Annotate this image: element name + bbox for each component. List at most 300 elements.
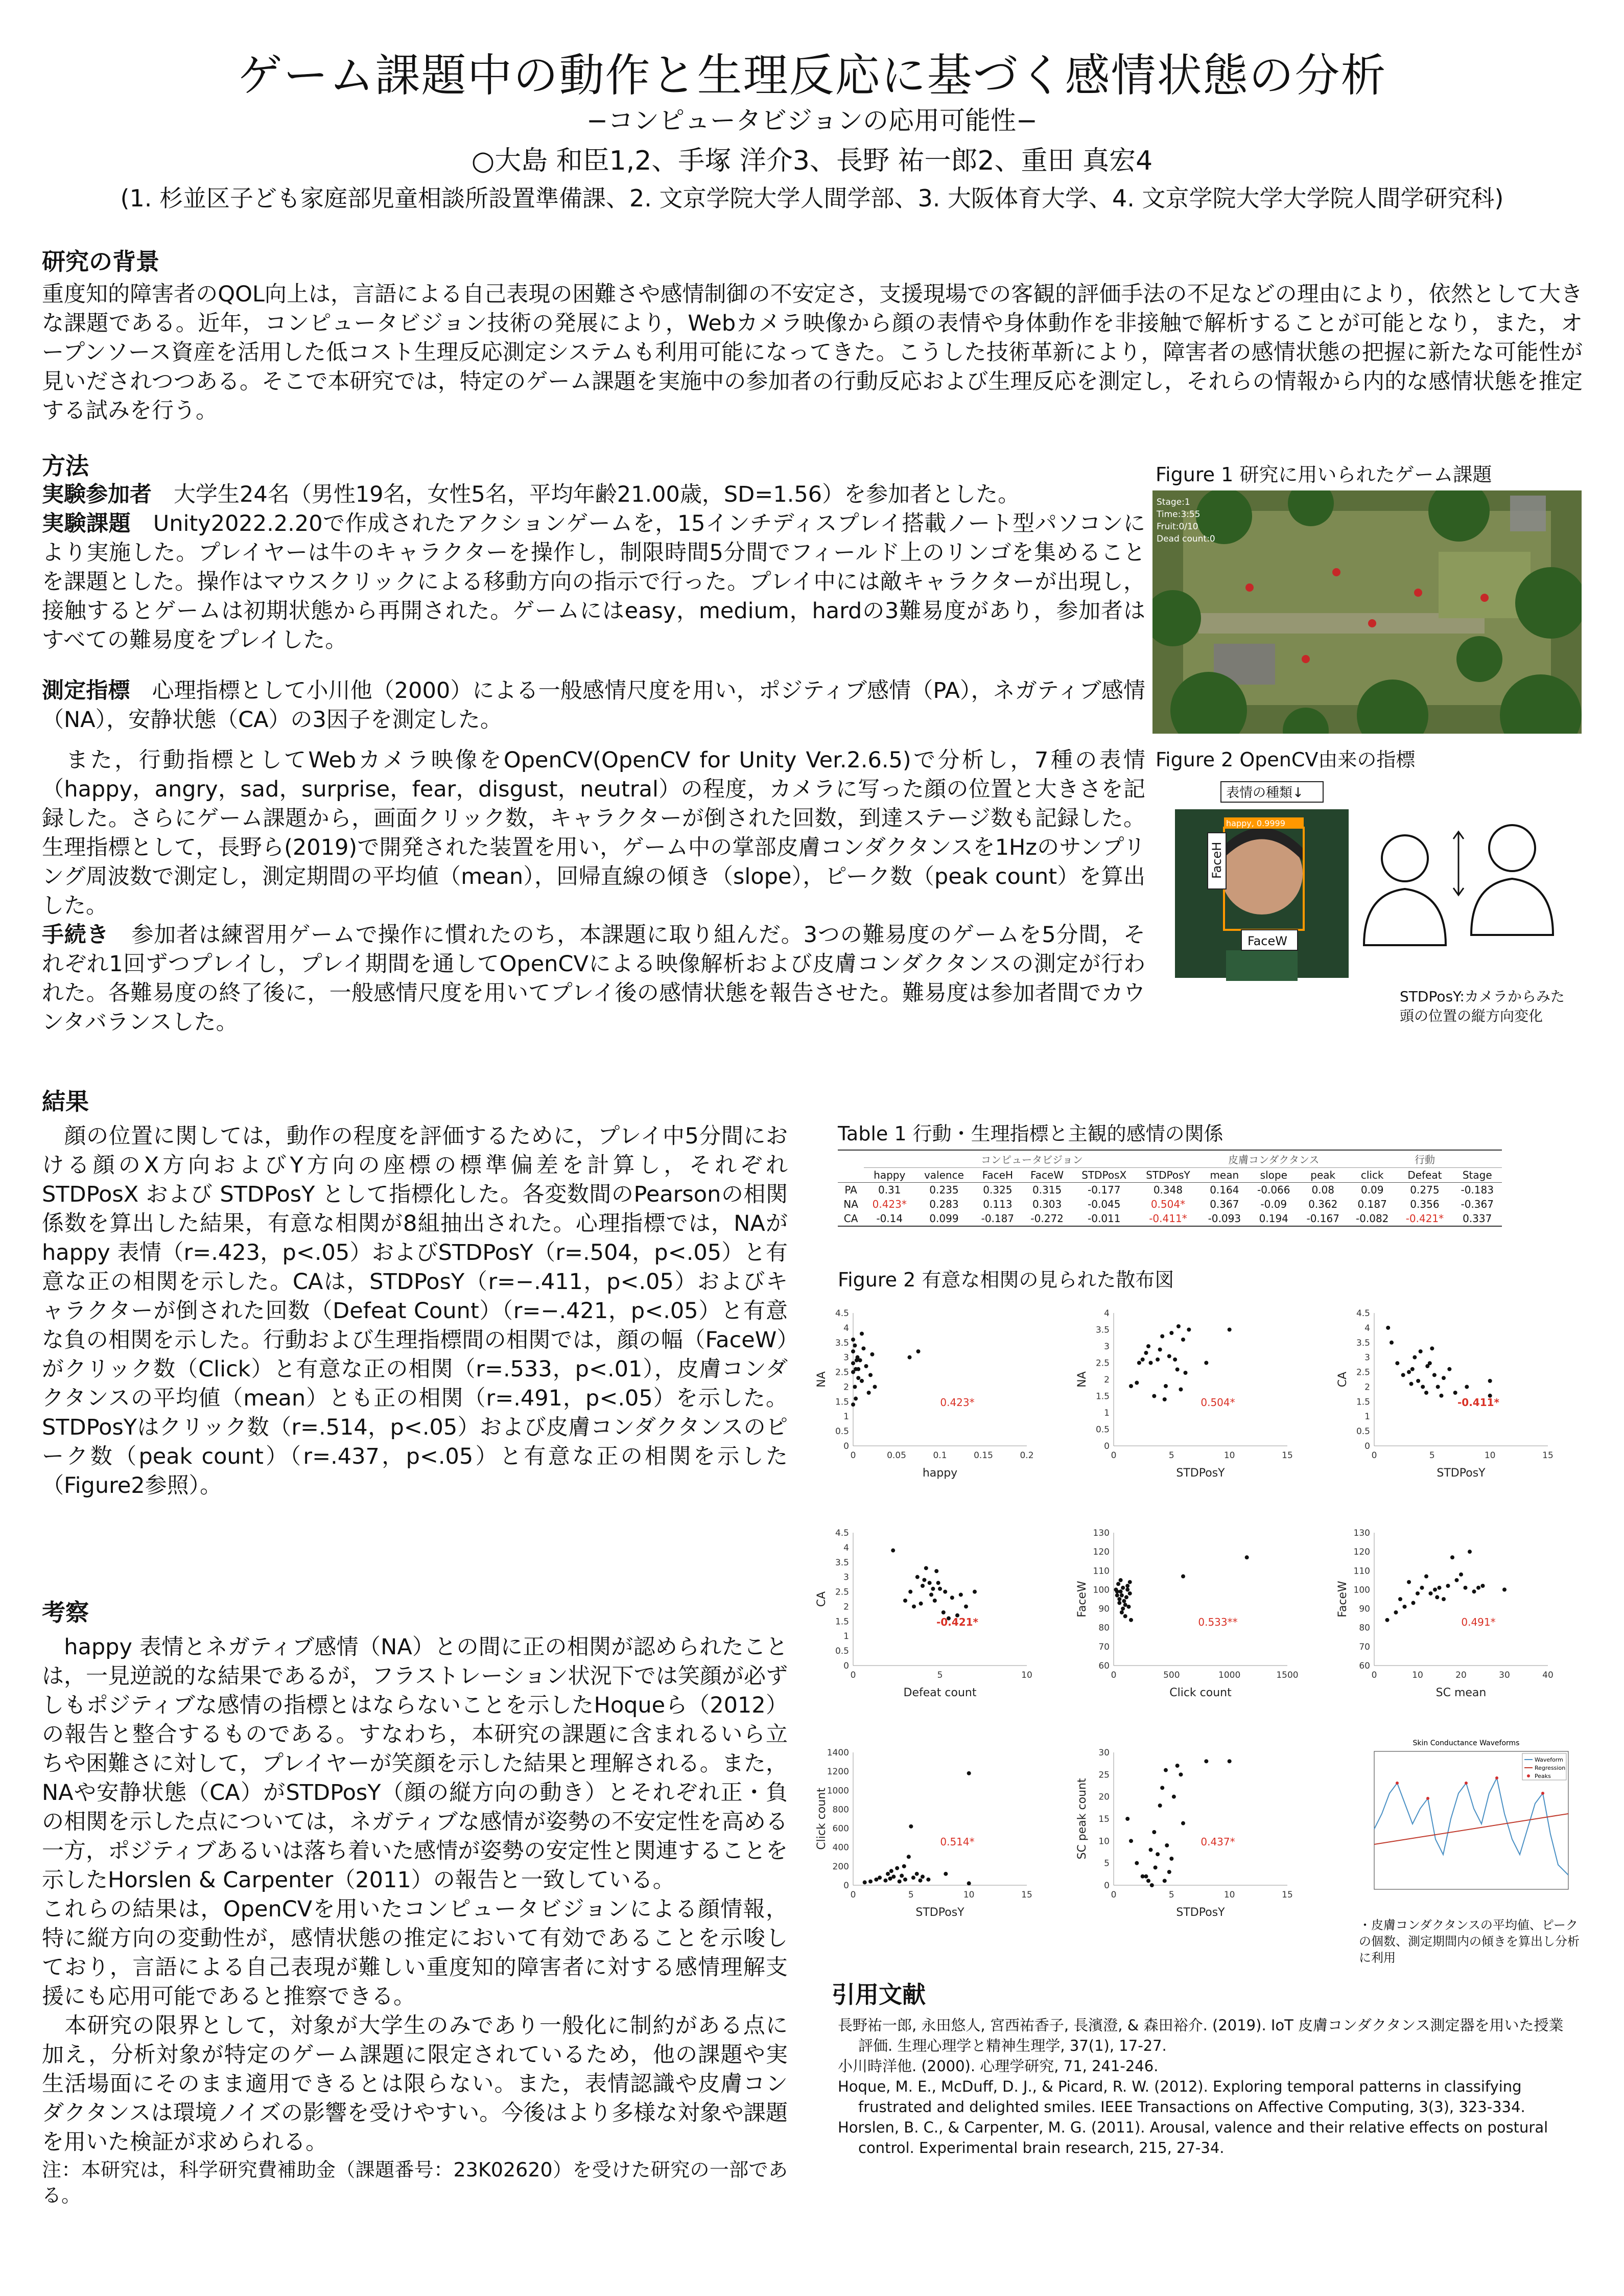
figure1-game-screenshot — [1152, 490, 1582, 734]
scatter-point — [1416, 1591, 1420, 1596]
scatter-point — [851, 1402, 855, 1407]
x-tick-label: 0 — [1371, 1450, 1377, 1461]
scatter-point — [1407, 1370, 1411, 1374]
x-tick-label: 0.15 — [974, 1450, 993, 1461]
task-text: Unity2022.2.20で作成されたアクションゲームを，15インチディスプレイ搭載ノート型パソコンにより実施した。プレイヤーは牛のキャラクターを操作し，制限時間5分間でフィールド上のリンゴを集めることを課題とした。操作はマウスクリックによる移動方向の指示で行った。プレイ中には敵キャラクターが出現し，接触するとゲームは初期状態から再開された。ゲームにはeasy，medium，hardの3難易度があり，参加者はすべての難易度をプレイした。 — [42, 511, 1145, 653]
y-tick-label: 4 — [1364, 1323, 1370, 1333]
x-tick-label: 20 — [1455, 1670, 1467, 1680]
sc-legend-waveform: Waveform — [1535, 1756, 1563, 1763]
scatter-point — [1204, 1361, 1208, 1365]
scatter-point — [1173, 1357, 1177, 1362]
y-tick-label: 4.5 — [835, 1528, 849, 1538]
results-paragraph: 顔の位置に関しては，動作の程度を評価するために，プレイ中5分間における顔のX方向およびY方向の座標の標準偏差を計算し，それぞれ STDPosX および STDPosY として指標化した。各変数間のPearsonの相関係数を算出した結果，有意な相関が8組抽出された。心理指標では，NAが happy 表情（r=.423，p<.05）およびSTDPosY（r=.504，p<.05）と有意な正の相関を示した。CAは，STDPosY（r=−.411，p<.05）およびキャラクターが倒された回数（Defeat Count）（r=−.421，p<.05）と有意な負の相関を示した。行動および生理指標間の相関では，顔の幅（FaceW）がクリック数（Click）と有意な正の相関（r=.533，p<.01），皮膚コンダクタンスの平均値（mean）とも正の相関（r=.491，p<.05）を示した。STDPosYはクリック数（r=.514，p<.05）および皮膚コンダクタンスのピーク数（peak count）（r=.437，p<.05）と有意な正の相関を示した（Figure2参照）。 — [42, 1123, 788, 1498]
discussion-paragraph-1: happy 表情とネガティブ感情（NA）との間に正の相関が認められたことは，一見逆説的な結果であるが，フラストレーション状況下では笑顔が必ずしもポジティブな感情の指標とはならないことを示したHoqueら（2012）の報告と整合するものである。すなわち，本研究の課題に含まれるいら立ちや困難さに対して，プレイヤーが笑顔を示した結果と理解される。また，NAや安静状態（CA）がSTDPosY（顔の縦方向の動き）とそれぞれ正・負の相関を示した点については，ネガティブな感情が姿勢の不安定性を高める一方，ポジティブあるいは落ち着いた感情が姿勢の安定性と関連することを示したHorslen & Carpenter（2011）の報告と一致している。 — [42, 1634, 788, 1893]
participants-text: 大学生24名（男性19名，女性5名，平均年齢21.00歳，SD=1.56）を参加者とした。 — [174, 482, 1020, 507]
scatter-point — [1149, 1848, 1153, 1852]
scatter-point — [944, 1872, 948, 1876]
scatter-point — [891, 1549, 895, 1553]
hud-stage: Stage:1 — [1157, 497, 1190, 507]
figure2a-caption: Figure 2 OpenCV由来の指標 — [1156, 748, 1416, 771]
x-tick-label: 10 — [1223, 1890, 1235, 1900]
table1-cell: 0.325 — [983, 1184, 1013, 1196]
scatter-point — [1436, 1385, 1440, 1389]
scatter-point — [973, 1590, 977, 1594]
scatter-point — [907, 1855, 911, 1859]
scatter-point — [1169, 1857, 1173, 1861]
x-tick-label: 0 — [850, 1450, 856, 1461]
scatter-point — [1409, 1382, 1414, 1386]
scatter-point — [853, 1385, 857, 1389]
scatter-point — [1152, 1394, 1156, 1398]
scatter-point — [1419, 1349, 1423, 1353]
x-tick-label: 15 — [1282, 1450, 1293, 1461]
scatter-point — [1167, 1354, 1171, 1358]
table1-cell: 0.303 — [1032, 1198, 1062, 1210]
y-tick-label: 0.5 — [835, 1646, 849, 1657]
scatter-point — [1488, 1379, 1492, 1383]
scatter-point — [1122, 1599, 1126, 1603]
y-tick-label: 0 — [1364, 1441, 1370, 1451]
y-axis-label: Click count — [815, 1788, 828, 1850]
table1-cell: -0.367 — [1461, 1198, 1494, 1210]
table1-cell: 0.283 — [929, 1198, 959, 1210]
scatter-point — [1123, 1603, 1127, 1607]
table1-cell: 0.356 — [1410, 1198, 1440, 1210]
scatter-point — [1416, 1379, 1420, 1383]
scatter-point — [921, 1875, 925, 1879]
scatter-point — [873, 1385, 877, 1389]
y-tick-label: 400 — [832, 1842, 849, 1853]
scatter-point — [1156, 1357, 1160, 1362]
scatter-point — [1468, 1550, 1472, 1554]
y-tick-label: 4 — [843, 1323, 849, 1333]
y-tick-label: 120 — [1093, 1547, 1110, 1558]
y-tick-label: 0 — [843, 1441, 849, 1451]
scatter-point — [926, 1878, 930, 1882]
scatter-point — [1135, 1381, 1139, 1385]
scatter-point — [1413, 1355, 1417, 1360]
y-tick-label: 0.5 — [1095, 1424, 1110, 1435]
scatter-point — [868, 1880, 873, 1884]
table1-cell: 0.113 — [983, 1198, 1013, 1210]
scatter-point — [959, 1592, 963, 1597]
y-tick-label: 120 — [1353, 1547, 1370, 1558]
references-list — [838, 2015, 1573, 2158]
y-tick-label: 4 — [1104, 1308, 1110, 1319]
y-tick-label: 2.5 — [1095, 1358, 1110, 1369]
scatter-point — [867, 1391, 871, 1395]
y-tick-label: 4.5 — [835, 1308, 849, 1319]
y-tick-label: 1 — [843, 1631, 849, 1642]
y-tick-label: 5 — [1104, 1858, 1110, 1869]
table1-cell: -0.421* — [1405, 1212, 1444, 1225]
x-tick-label: 15 — [1282, 1890, 1293, 1900]
references-heading: 引用文献 — [832, 1981, 926, 2008]
figure2b-caption: Figure 2 有意な相関の見られた散布図 — [838, 1269, 1174, 1291]
scatter-point — [1123, 1614, 1127, 1618]
scatter-point — [1464, 1586, 1468, 1590]
scatter-point — [908, 1355, 912, 1360]
y-tick-label: 70 — [1359, 1642, 1370, 1652]
scatter-point — [854, 1367, 858, 1371]
methods-block-3 — [42, 746, 1145, 1037]
scatter-point — [1403, 1605, 1407, 1609]
scatter-point — [1424, 1391, 1428, 1395]
x-tick-label: 5 — [1168, 1450, 1174, 1461]
scatter-point — [1179, 1772, 1183, 1776]
table1-cell: -0.093 — [1208, 1212, 1241, 1225]
x-axis-label: SC mean — [1435, 1686, 1487, 1699]
y-tick-label: 100 — [1353, 1585, 1370, 1596]
discussion-heading: 考察 — [42, 1599, 89, 1626]
y-tick-label: 1.5 — [835, 1397, 849, 1408]
scatter-point — [1146, 1344, 1150, 1348]
scatter-point — [1455, 1578, 1459, 1582]
scatter-point — [1125, 1587, 1129, 1591]
x-axis-label: STDPosY — [1176, 1906, 1225, 1919]
table1-row-label: CA — [843, 1212, 858, 1225]
scatter-point — [1156, 1852, 1160, 1856]
scatter-point — [1175, 1368, 1180, 1372]
y-tick-label: 0 — [1104, 1441, 1110, 1451]
scatter-point — [1152, 1830, 1156, 1834]
scatter-point — [856, 1376, 860, 1380]
scatter-point — [1181, 1338, 1185, 1342]
y-tick-label: 10 — [1098, 1836, 1110, 1847]
y-tick-label: 3 — [1364, 1352, 1370, 1363]
y-axis-label: FaceW — [1336, 1581, 1349, 1618]
scatter-point — [1119, 1589, 1123, 1594]
scatter-point — [1125, 1584, 1129, 1588]
scatter-point — [1119, 1578, 1123, 1582]
scatter-point — [1125, 1817, 1129, 1821]
vertical-arrow-icon — [1453, 832, 1464, 895]
x-tick-label: 40 — [1542, 1670, 1554, 1680]
scatter-point — [931, 1587, 935, 1591]
scatter-point — [1128, 1591, 1132, 1596]
y-tick-label: 1 — [843, 1412, 849, 1422]
reference-item: 長野祐一郎, 永田悠人, 宮西祐香子, 長濱澄, & 森田裕介. (2019). IoT 皮膚コンダクタンス測定器を用いた授業評価. 生理心理学と精神生理学, 37(1), 17-27. — [838, 2017, 1564, 2054]
y-tick-label: 110 — [1353, 1566, 1370, 1577]
group-cv: コンピュータビジョン — [864, 1150, 1199, 1168]
scatter-point — [912, 1604, 916, 1608]
scatter-point — [1129, 1384, 1133, 1388]
authors: ○大島 和臣1,2、手塚 洋介3、長野 祐一郎2、重田 真宏4 — [471, 146, 1153, 176]
y-tick-label: 15 — [1098, 1814, 1110, 1824]
y-tick-label: 3.5 — [1095, 1325, 1110, 1336]
sc-waveform-title: Skin Conductance Waveforms — [1413, 1739, 1520, 1747]
game-scene — [1152, 490, 1582, 734]
scatter-point — [1141, 1357, 1145, 1362]
scatter-plots — [807, 1298, 1594, 1962]
scatter-plot-6 — [1336, 1528, 1554, 1699]
x-axis-label: STDPosY — [1176, 1467, 1225, 1480]
scatter-point — [1149, 1361, 1153, 1365]
y-axis-label: FaceW — [1076, 1581, 1089, 1618]
funding-note: 注：本研究は，科学研究費補助金（課題番号：23K02620）を受けた研究の一部である。 — [42, 2159, 788, 2207]
scatter-point — [855, 1358, 859, 1362]
x-tick-label: 0 — [850, 1890, 856, 1900]
y-tick-label: 2 — [1364, 1382, 1370, 1393]
participants-label: 実験参加者 — [42, 482, 152, 507]
scatter-point — [1115, 1594, 1119, 1598]
table1-col-header: STDPosY — [1146, 1169, 1190, 1181]
table1-cell: -0.272 — [1030, 1212, 1064, 1225]
table1-row-label: PA — [844, 1184, 857, 1196]
y-tick-label: 2.5 — [835, 1367, 849, 1378]
scatter-point — [1386, 1326, 1390, 1330]
x-tick-label: 10 — [1021, 1670, 1032, 1680]
scatter-point — [909, 1824, 913, 1829]
scatter-point — [967, 1881, 971, 1885]
scatter-point — [1137, 1361, 1141, 1365]
scatter-point — [936, 1581, 940, 1585]
scatter-point — [860, 1331, 864, 1336]
scatter-point — [1179, 1388, 1183, 1392]
y-tick-label: 90 — [1359, 1604, 1370, 1614]
table1-cell: 0.164 — [1210, 1184, 1239, 1196]
x-tick-label: 0 — [850, 1670, 856, 1680]
scatter-point — [1115, 1589, 1119, 1594]
scatter-point — [1407, 1580, 1411, 1584]
table1-col-header: happy — [874, 1169, 906, 1181]
scatter-point — [1245, 1555, 1249, 1559]
y-axis-label: NA — [1076, 1371, 1089, 1388]
scatter-point — [967, 1771, 971, 1775]
scatter-point — [888, 1877, 892, 1881]
y-tick-label: 30 — [1098, 1748, 1110, 1758]
hud-dead-count: Dead count:0 — [1157, 534, 1215, 544]
scatter-point — [1116, 1582, 1120, 1586]
reference-item: 小川時洋他. (2000). 心理学研究, 71, 241-246. — [838, 2057, 1159, 2075]
y-tick-label: 0.5 — [1356, 1426, 1370, 1437]
y-tick-label: 4.5 — [1356, 1308, 1370, 1319]
y-tick-label: 60 — [1098, 1661, 1110, 1671]
y-tick-label: 0 — [843, 1661, 849, 1671]
scatter-point — [919, 1602, 923, 1606]
scatter-point — [1135, 1861, 1139, 1865]
y-tick-label: 0 — [843, 1881, 849, 1891]
poster-title: ゲーム課題中の動作と生理反応に基づく感情状態の分析 — [237, 49, 1387, 102]
x-tick-label: 5 — [908, 1890, 914, 1900]
table1-col-header: FaceH — [982, 1169, 1013, 1181]
table1-col-header: click — [1360, 1169, 1384, 1181]
scatter-point — [1395, 1361, 1399, 1365]
scatter-plot-8 — [1076, 1748, 1293, 1919]
scatter-point — [934, 1569, 938, 1573]
scatter-point — [861, 1346, 865, 1350]
correlation-annotation: 0.514* — [940, 1836, 975, 1848]
y-tick-label: 80 — [1098, 1623, 1110, 1633]
affiliations: (1. 杉並区子ども家庭部児童相談所設置準備課、2. 文京学院大学人間学部、3. 大阪体育大学、4. 文京学院大学大学院人間学研究科) — [120, 184, 1504, 212]
y-tick-label: 25 — [1098, 1770, 1110, 1780]
x-axis-label: Click count — [1169, 1686, 1232, 1699]
scatter-point — [1158, 1803, 1162, 1808]
methods-heading: 方法 — [42, 452, 89, 480]
scatter-point — [1124, 1595, 1128, 1599]
table1-cell: -0.177 — [1088, 1184, 1121, 1196]
x-tick-label: 1000 — [1218, 1670, 1241, 1680]
discussion-paragraph-3: 本研究の限界として，対象が大学生のみであり一般化に制約がある点に加え，分析対象が特定のゲーム課題に限定されているため，他の課題や実生活場面にそのまま適用できるとは限らない。また，表情認識や皮膚コンダクタンスは環境ノイズの影響を受けやすい。今後はより多様な対象や課題を用いた検証が求められる。 — [42, 2013, 788, 2155]
scatter-point — [851, 1338, 855, 1342]
scatter-point — [1144, 1351, 1148, 1355]
sc-waveform-note: ・皮膚コンダクタンスの平均値、ピークの個数、測定期間内の傾きを算出し分析に利用 — [1359, 1918, 1580, 1965]
poster-subtitle: −コンピュータビジョンの応用可能性− — [586, 106, 1038, 135]
table1-col-header: peak — [1310, 1169, 1336, 1181]
correlation-annotation: 0.491* — [1461, 1616, 1496, 1628]
scatter-point — [1424, 1574, 1428, 1578]
scatter-point — [1167, 1870, 1171, 1874]
scatter-point — [903, 1599, 907, 1603]
x-tick-label: 0 — [1111, 1670, 1117, 1680]
scatter-point — [1128, 1580, 1132, 1584]
y-tick-label: 1400 — [827, 1748, 849, 1758]
scatter-point — [1453, 1391, 1457, 1395]
x-tick-label: 15 — [1021, 1890, 1032, 1900]
table1-row — [838, 1211, 1502, 1226]
x-axis-label: STDPosY — [1437, 1467, 1486, 1480]
scatter-point — [916, 1349, 921, 1353]
scatter-point — [1129, 1618, 1133, 1622]
y-axis-label: SC peak count — [1076, 1778, 1089, 1860]
table1-cell: -0.411* — [1149, 1212, 1187, 1225]
table1-cell: -0.082 — [1355, 1212, 1389, 1225]
table1-cell: 0.348 — [1153, 1184, 1183, 1196]
scatter-point — [863, 1880, 867, 1884]
correlation-annotation: 0.423* — [940, 1396, 975, 1409]
table1-caption: Table 1 行動・生理指標と主観的感情の関係 — [838, 1122, 1223, 1145]
scatter-point — [889, 1869, 893, 1873]
expression-tag: happy, 0.9999 — [1226, 818, 1285, 828]
correlation-annotation: -0.411* — [1457, 1396, 1500, 1409]
x-tick-label: 0.2 — [1020, 1450, 1034, 1461]
scatter-point — [870, 1352, 874, 1356]
sc-legend-peaks: Peaks — [1535, 1773, 1551, 1779]
y-tick-label: 1 — [1104, 1408, 1110, 1418]
table1-col-header: FaceW — [1030, 1169, 1064, 1181]
y-tick-label: 200 — [832, 1861, 849, 1872]
scatter-plot-4 — [815, 1528, 1032, 1699]
table1-cell: -0.167 — [1306, 1212, 1339, 1225]
y-tick-label: 1.5 — [1095, 1391, 1110, 1402]
methods-block-2 — [42, 676, 1145, 735]
y-tick-label: 80 — [1359, 1623, 1370, 1633]
scatter-point — [883, 1879, 887, 1883]
y-tick-label: 2 — [843, 1382, 849, 1393]
group-sc: 皮膚コンダクタンス — [1200, 1150, 1348, 1168]
scatter-point — [902, 1864, 906, 1868]
correlation-annotation: 0.504* — [1201, 1396, 1235, 1409]
scatter-point — [1450, 1555, 1454, 1559]
x-axis-label: STDPosY — [915, 1906, 964, 1919]
y-tick-label: 1.5 — [1356, 1397, 1370, 1408]
discussion-text — [42, 1633, 788, 2208]
scatter-point — [1438, 1586, 1442, 1590]
scatter-plot-7 — [815, 1748, 1032, 1919]
table1-col-header: valence — [924, 1169, 964, 1181]
scatter-point — [1146, 1879, 1150, 1883]
scatter-point — [1129, 1839, 1133, 1843]
table1-cell: -0.183 — [1461, 1184, 1494, 1196]
correlation-annotation: 0.437* — [1201, 1836, 1235, 1848]
y-tick-label: 2.5 — [1356, 1367, 1370, 1378]
scatter-point — [868, 1373, 873, 1377]
table1-cell: 0.235 — [929, 1184, 959, 1196]
scatter-point — [1184, 1371, 1188, 1375]
scatter-point — [1410, 1367, 1415, 1371]
x-tick-label: 15 — [1542, 1450, 1554, 1461]
table1-cell: 0.099 — [929, 1212, 959, 1225]
y-tick-label: 3.5 — [835, 1557, 849, 1568]
procedure-text: 参加者は練習用ゲームで操作に慣れたのち，本課題に取り組んだ。3つの難易度のゲームを5分間，それぞれ1回ずつプレイし，プレイ期間を通してOpenCVによる映像解析および皮膚コンダクタンスの測定が行われた。各難易度の終了後に，一般感情尺度を用いてプレイ後の感情状態を報告させた。難易度は参加者間でカウンタバランスした。 — [42, 922, 1146, 1035]
table1-cell: -0.09 — [1260, 1198, 1287, 1210]
table1-cell: 0.08 — [1311, 1184, 1334, 1196]
table1-col-header: Defeat — [1407, 1169, 1442, 1181]
scatter-point — [886, 1872, 890, 1876]
scatter-point — [1411, 1601, 1416, 1605]
hud-fruit: Fruit:0/10 — [1157, 522, 1198, 532]
measures-label: 測定指標 — [42, 678, 130, 704]
scatter-point — [895, 1866, 899, 1870]
scatter-point — [929, 1592, 933, 1597]
y-tick-label: 1 — [1364, 1412, 1370, 1422]
y-tick-label: 1.5 — [835, 1616, 849, 1627]
scatter-point — [1442, 1597, 1446, 1601]
scatter-point — [911, 1876, 915, 1880]
scatter-point — [1390, 1341, 1394, 1345]
scatter-point — [860, 1379, 864, 1383]
table1-cell: 0.337 — [1463, 1212, 1492, 1225]
x-tick-label: 5 — [1168, 1890, 1174, 1900]
discussion-paragraph-2: これらの結果は，OpenCVを用いたコンピュータビジョンによる顔情報，特に縦方向の変動性が，感情状態の推定において有効であることを示唆しており，言語による自己表現が難しい重度知的障害者に対する感情理解支援にも応用可能であると推察できる。 — [42, 1896, 788, 2009]
table1-cell: 0.275 — [1410, 1184, 1440, 1196]
scatter-point — [903, 1878, 907, 1882]
x-tick-label: 0.05 — [887, 1450, 906, 1461]
y-tick-label: 1200 — [827, 1767, 849, 1777]
sc-waveform-chart — [1354, 1737, 1579, 1911]
procedure-label: 手続き — [42, 922, 109, 948]
scatter-point — [1459, 1573, 1463, 1577]
scatter-point — [1172, 1795, 1176, 1799]
scatter-point — [964, 1604, 968, 1608]
scatter-grid — [807, 1298, 1594, 1962]
scatter-point — [1439, 1394, 1443, 1398]
group-behavior: 行動 — [1348, 1150, 1502, 1168]
y-tick-label: 130 — [1093, 1528, 1110, 1538]
table1-cell: -0.066 — [1257, 1184, 1290, 1196]
x-tick-label: 0.1 — [933, 1450, 947, 1461]
scatter-point — [1160, 1786, 1164, 1790]
scatter-point — [921, 1584, 925, 1588]
sc-legend-regression: Regression — [1535, 1765, 1566, 1771]
scatter-point — [1175, 1764, 1180, 1768]
scatter-plot-3 — [1336, 1308, 1554, 1480]
y-tick-label: 110 — [1093, 1566, 1110, 1577]
scatter-point — [878, 1876, 882, 1880]
scatter-point — [1228, 1328, 1232, 1332]
y-tick-label: 130 — [1353, 1528, 1370, 1538]
task-label: 実験課題 — [42, 511, 131, 536]
scatter-point — [898, 1880, 902, 1884]
scatter-point — [908, 1590, 912, 1594]
x-tick-label: 5 — [937, 1670, 943, 1680]
y-tick-label: 20 — [1098, 1792, 1110, 1802]
scatter-point — [1429, 1591, 1433, 1596]
background-heading: 研究の背景 — [42, 248, 159, 275]
table1-cell: -0.045 — [1088, 1198, 1121, 1210]
y-tick-label: 4 — [843, 1542, 849, 1553]
scatter-point — [854, 1397, 858, 1401]
